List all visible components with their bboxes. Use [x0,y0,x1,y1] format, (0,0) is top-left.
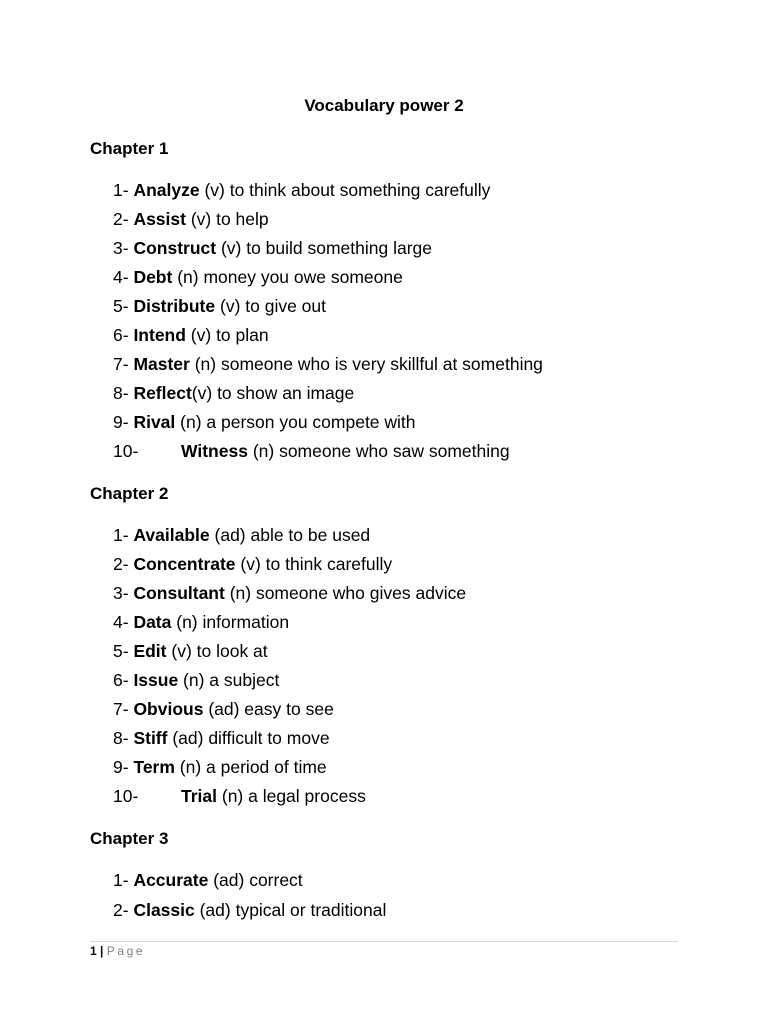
list-item [113,410,416,434]
list-item [113,898,386,922]
list-item [113,236,432,260]
item-definition: (v) to help [185,209,269,229]
item-word: Master [133,354,190,374]
footer-separator: | [100,944,104,958]
page-number: 1 [90,944,97,958]
item-definition: (v) to think about something carefully [199,180,491,200]
item-word: Issue [133,670,179,690]
item-number: 7- [113,699,129,719]
item-number: 8- [113,728,129,748]
item-definition: (n) a person you compete with [175,412,416,432]
document-title: Vocabulary power 2 [304,96,464,115]
item-number: 6- [113,670,129,690]
item-word: Available [133,525,210,545]
item-number: 4- [113,612,129,632]
item-number: 10- [113,786,139,806]
list-item [113,581,466,605]
list-item [113,697,334,721]
list-item [113,207,269,231]
item-word: Term [133,757,175,777]
item-word: Rival [133,412,176,432]
list-item [113,639,268,663]
list-item [113,265,403,289]
item-number: 2- [113,209,129,229]
item-number: 7- [113,354,129,374]
item-definition: (ad) typical or traditional [194,900,387,920]
list-item [113,784,366,808]
item-word: Intend [133,325,186,345]
item-word: Classic [133,900,195,920]
list-item [113,178,490,202]
list-item [113,610,289,634]
page-label: Page [106,944,146,958]
item-definition: (n) a period of time [174,757,327,777]
item-number: 3- [113,238,129,258]
item-number: 6- [113,325,129,345]
item-word: Witness [181,441,248,461]
item-word: Debt [133,267,173,287]
list-item [113,755,327,779]
item-number: 9- [113,757,129,777]
item-word: Assist [133,209,186,229]
item-word: Trial [181,786,217,806]
list-item [113,726,330,750]
item-word: Data [133,612,172,632]
item-word: Obvious [133,699,204,719]
item-definition: (ad) easy to see [203,699,334,719]
item-definition: (ad) difficult to move [167,728,330,748]
list-item [113,552,392,576]
footer-divider [90,941,678,942]
chapter-heading: Chapter 1 [90,139,169,158]
item-definition: (v) to give out [215,296,327,316]
list-item [113,323,269,347]
item-definition: (n) a subject [178,670,280,690]
item-definition: (v) to show an image [191,383,355,403]
item-definition: (ad) able to be used [209,525,371,545]
item-number: 3- [113,583,129,603]
item-word: Stiff [133,728,168,748]
item-word: Reflect [133,383,192,403]
item-definition: (n) a legal process [217,786,366,806]
list-item [113,668,279,692]
chapter-heading: Chapter 3 [90,829,169,848]
item-number: 2- [113,900,129,920]
item-number: 10- [113,441,139,461]
item-definition: (n) someone who is very skillful at something [189,354,543,374]
item-word: Edit [133,641,167,661]
item-word: Consultant [133,583,225,603]
item-word: Construct [133,238,217,258]
item-number: 1- [113,525,129,545]
item-number: 2- [113,554,129,574]
chapter-heading: Chapter 2 [90,484,169,503]
item-number: 1- [113,870,129,890]
page-footer [90,943,145,959]
item-definition: (n) someone who gives advice [224,583,467,603]
item-definition: (v) to think carefully [235,554,393,574]
item-number: 8- [113,383,129,403]
item-definition: (v) to look at [166,641,268,661]
item-definition: (v) to build something large [216,238,433,258]
item-number: 5- [113,641,129,661]
item-definition: (n) money you owe someone [172,267,403,287]
item-number: 9- [113,412,129,432]
item-word: Concentrate [133,554,236,574]
item-definition: (n) information [171,612,290,632]
item-word: Accurate [133,870,209,890]
list-item [113,439,510,463]
item-definition: (ad) correct [208,870,303,890]
list-item [113,294,326,318]
list-item [113,381,354,405]
item-definition: (n) someone who saw something [247,441,510,461]
item-number: 5- [113,296,129,316]
list-item [113,868,303,892]
item-word: Distribute [133,296,216,316]
item-number: 1- [113,180,129,200]
item-number: 4- [113,267,129,287]
list-item [113,523,370,547]
item-word: Analyze [133,180,200,200]
item-definition: (v) to plan [185,325,269,345]
list-item [113,352,543,376]
